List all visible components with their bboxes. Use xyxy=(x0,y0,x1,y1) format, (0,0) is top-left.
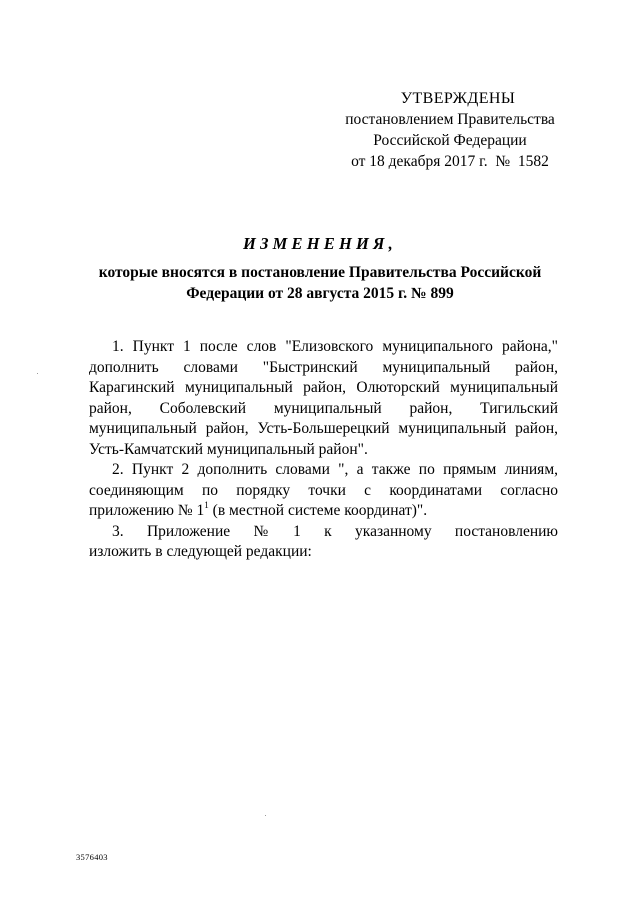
document-code: 3576403 xyxy=(76,852,108,862)
approved-heading: УТВЕРЖДЕНЫ xyxy=(400,90,516,107)
paragraph-2-superscript: 1 xyxy=(204,500,209,510)
paragraph-1 xyxy=(89,337,558,460)
paragraph-3 xyxy=(89,522,558,563)
scan-speck xyxy=(265,815,266,816)
document-subtitle xyxy=(90,262,550,304)
document-body xyxy=(89,337,558,563)
paragraph-1-lead: 1. Пункт 1 после слов "Елизовского муниципального района," xyxy=(112,338,558,355)
paragraph-3-rest: в следующей редакции: xyxy=(155,543,312,560)
subtitle-line-2: Федерации от 28 августа 2015 г. № 899 xyxy=(186,285,454,302)
paragraph-2 xyxy=(89,460,558,522)
paragraph-2-tail: (в местной системе координат)". xyxy=(208,502,428,519)
document-title: ИЗМЕНЕНИЯ, xyxy=(243,234,397,253)
paragraph-2-text: 2. Пункт 2 дополнить словами ", а также по прямым линиям, соединяющим по порядку точки с координатами согласно приложению № 1 xyxy=(89,461,558,519)
approval-line-government: Российской Федерации xyxy=(373,132,527,149)
approval-date-number: от 18 декабря 2017 г. № 1582 xyxy=(351,153,549,170)
subtitle-line-1: которые вносятся в постановление Правительства Российской xyxy=(98,264,542,281)
scan-speck xyxy=(37,373,38,374)
approval-line-resolution: постановлением Правительства xyxy=(345,111,555,128)
paragraph-1-rest: дополнить словами "Быстринский муниципальный район, Карагинский муниципальный район, Олюторский муниципальный район, Соболевский муниципальный район, Тигильский муниципальный район, Усть-Большерецкий муниципальный район, Усть-Камчатский муниципальный район". xyxy=(89,358,558,458)
paragraph-3-lead: 3. Приложение № 1 к указанному постановлению изложить xyxy=(89,522,558,560)
approval-stamp xyxy=(330,88,570,172)
